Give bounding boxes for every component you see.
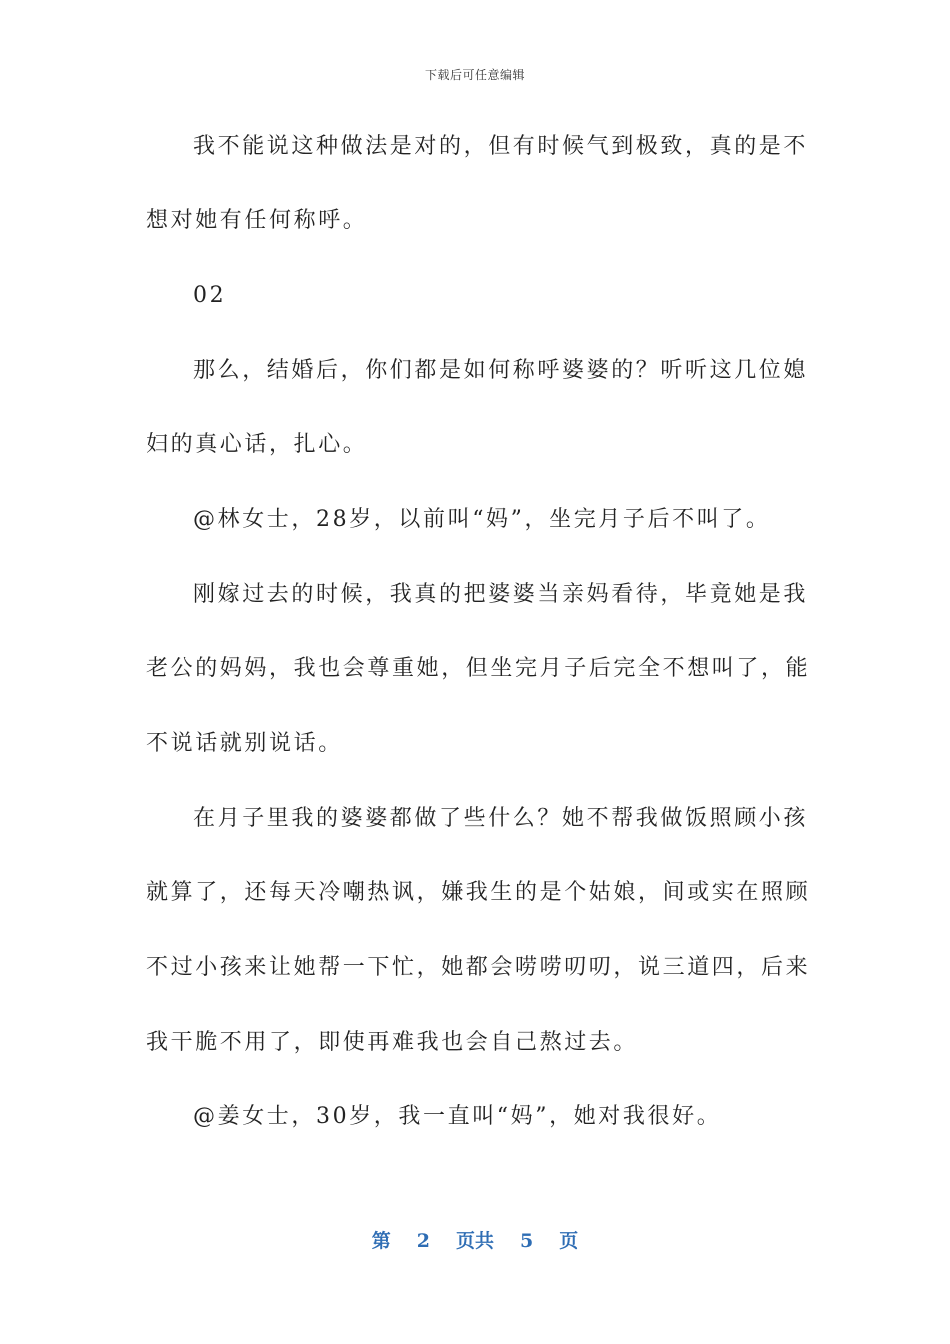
footer-middle: 页共: [455, 1230, 494, 1252]
page-footer: [0, 1226, 950, 1253]
paragraph-line: 刚嫁过去的时候，我真的把婆婆当亲妈看待，毕竟她是我: [193, 582, 809, 607]
paragraph-line: 不过小孩来让她帮一下忙，她都会唠唠叨叨，说三道四，后来: [146, 955, 811, 980]
paragraph-line: @林女士，28岁，以前叫“妈”，坐完月子后不叫了。: [193, 507, 771, 532]
paragraph-line: 不说话就别说话。: [146, 731, 343, 756]
footer-prefix: 第: [371, 1230, 391, 1252]
section-number: 02: [193, 283, 227, 308]
current-page-number: 2: [416, 1230, 430, 1252]
paragraph-line: 老公的妈妈，我也会尊重她，但坐完月子后完全不想叫了，能: [146, 656, 811, 681]
page-header: 下载后可任意编辑: [424, 68, 525, 82]
paragraph-line: 妇的真心话，扎心。: [146, 432, 368, 457]
paragraph-line: 就算了，还每天冷嘲热讽，嫌我生的是个姑娘，间或实在照顾: [146, 880, 811, 905]
total-pages-number: 5: [520, 1230, 534, 1252]
paragraph-line: 想对她有任何称呼。: [146, 208, 368, 233]
paragraph-line: 我不能说这种做法是对的，但有时候气到极致，真的是不: [193, 134, 809, 159]
paragraph-line: @姜女士，30岁，我一直叫“妈”，她对我很好。: [193, 1104, 722, 1129]
paragraph-line: 那么，结婚后，你们都是如何称呼婆婆的？听听这几位媳: [193, 358, 809, 383]
paragraph-line: 在月子里我的婆婆都做了些什么？她不帮我做饭照顾小孩: [193, 806, 809, 831]
paragraph-line: 我干脆不用了，即使再难我也会自己熬过去。: [146, 1030, 639, 1055]
footer-suffix: 页: [559, 1230, 579, 1252]
